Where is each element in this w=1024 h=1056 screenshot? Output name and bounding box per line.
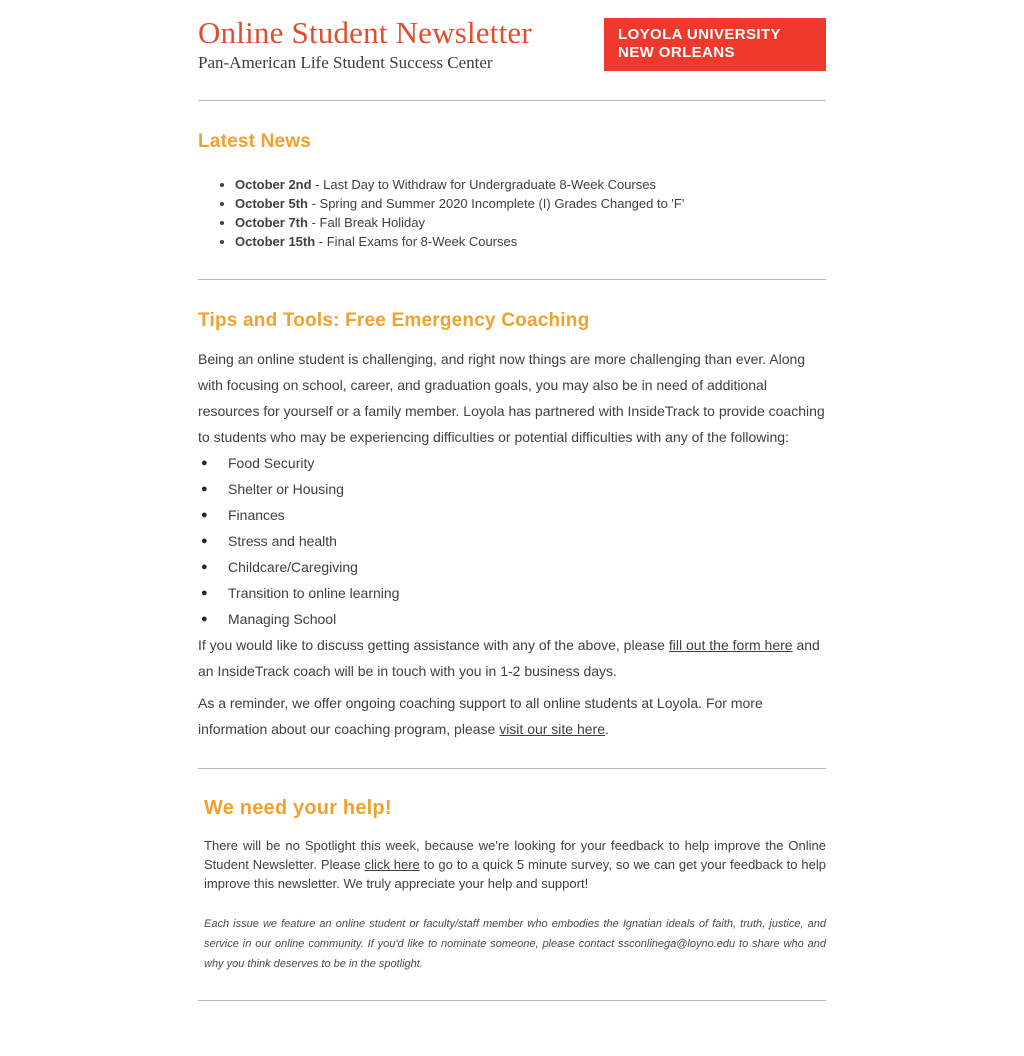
news-item-date: October 2nd <box>235 177 312 192</box>
latest-news-section <box>198 101 826 279</box>
survey-click-here-link[interactable]: click here <box>364 857 420 872</box>
news-item <box>235 213 826 232</box>
visit-site-link[interactable]: visit our site here <box>499 721 606 737</box>
tips-bullet-list <box>198 450 826 632</box>
tips-bullet-item: ● Food Security <box>198 450 826 476</box>
tips-reminder-paragraph <box>198 690 826 742</box>
news-item-text: - Spring and Summer 2020 Incomplete (I) Grades Changed to 'F' <box>307 196 685 211</box>
news-item-date: October 15th <box>235 234 316 249</box>
tips-bullet-item: ● Shelter or Housing <box>198 476 826 502</box>
tips-bullet-item: ● Stress and health <box>198 528 826 554</box>
latest-news-heading: Latest News <box>198 131 312 152</box>
tips-heading: Tips and Tools: Free Emergency Coaching <box>198 310 590 331</box>
bottom-spacer <box>198 1001 826 1056</box>
tips-bullet-item: ● Managing School <box>198 606 826 632</box>
tips-and-tools-section <box>198 280 826 768</box>
news-item-text: - Fall Break Holiday <box>307 215 426 230</box>
spotlight-footnote: Each issue we feature an online student or faculty/staff member who embodies the Ignatian ideals of faith, truth, justice, and service in our online community. If you'd like to nominate someone, please contact ssconlinega@loyno.edu to share who and why you think deserves to be in the spotlight. <box>204 918 826 970</box>
news-item <box>235 194 826 213</box>
tips-bullet-item: ● Finances <box>198 502 826 528</box>
reminder-text-after: . <box>605 721 609 737</box>
news-item-text: - Last Day to Withdraw for Undergraduate 8-Week Courses <box>311 177 656 192</box>
help-heading: We need your help! <box>204 797 392 819</box>
reminder-text-before: As a reminder, we offer ongoing coaching support to all online students at Loyola. For more information about our coaching program, please <box>198 695 763 737</box>
help-section <box>198 769 826 1000</box>
loyola-university-logo <box>604 18 826 71</box>
newsletter-title: Online Student Newsletter <box>198 15 532 50</box>
logo-line-1: LOYOLA UNIVERSITY <box>618 26 781 43</box>
news-item-text: - Final Exams for 8-Week Courses <box>315 234 518 249</box>
newsletter-subtitle: Pan-American Life Student Success Center <box>198 53 493 72</box>
help-text-after: to go to a quick 5 minute survey, so we can get your feedback to help improve this newsletter. We truly appreciate your help and support! <box>204 857 826 891</box>
news-item-date: October 7th <box>235 215 308 230</box>
tips-intro-paragraph: Being an online student is challenging, and right now things are more challenging than ever. Along with focusing on school, career, and graduation goals, you may also be in need of additional resources for yourself or a family member. Loyola has partnered with InsideTrack to provide coaching to students who may be experiencing difficulties or potential difficulties with any of the following: <box>198 351 825 445</box>
news-item <box>235 175 826 194</box>
newsletter-content <box>198 0 826 1056</box>
fill-out-form-link[interactable]: fill out the form here <box>668 637 793 653</box>
assistance-text-before: If you would like to discuss getting assistance with any of the above, please <box>198 637 669 653</box>
news-item <box>235 232 826 251</box>
help-text-before: There will be no Spotlight this week, because we're looking for your feedback to help improve the Online Student Newsletter. Please <box>204 838 826 872</box>
header <box>198 16 826 100</box>
tips-assistance-paragraph <box>198 632 826 684</box>
news-item-date: October 5th <box>235 196 308 211</box>
logo-line-2: NEW ORLEANS <box>618 44 735 61</box>
header-text <box>198 16 532 74</box>
tips-bullet-item: ● Transition to online learning <box>198 580 826 606</box>
news-list <box>198 175 826 251</box>
tips-bullet-item: ● Childcare/Caregiving <box>198 554 826 580</box>
help-paragraph <box>204 836 826 893</box>
assistance-text-after: and an InsideTrack coach will be in touch with you in 1-2 business days. <box>198 637 820 679</box>
